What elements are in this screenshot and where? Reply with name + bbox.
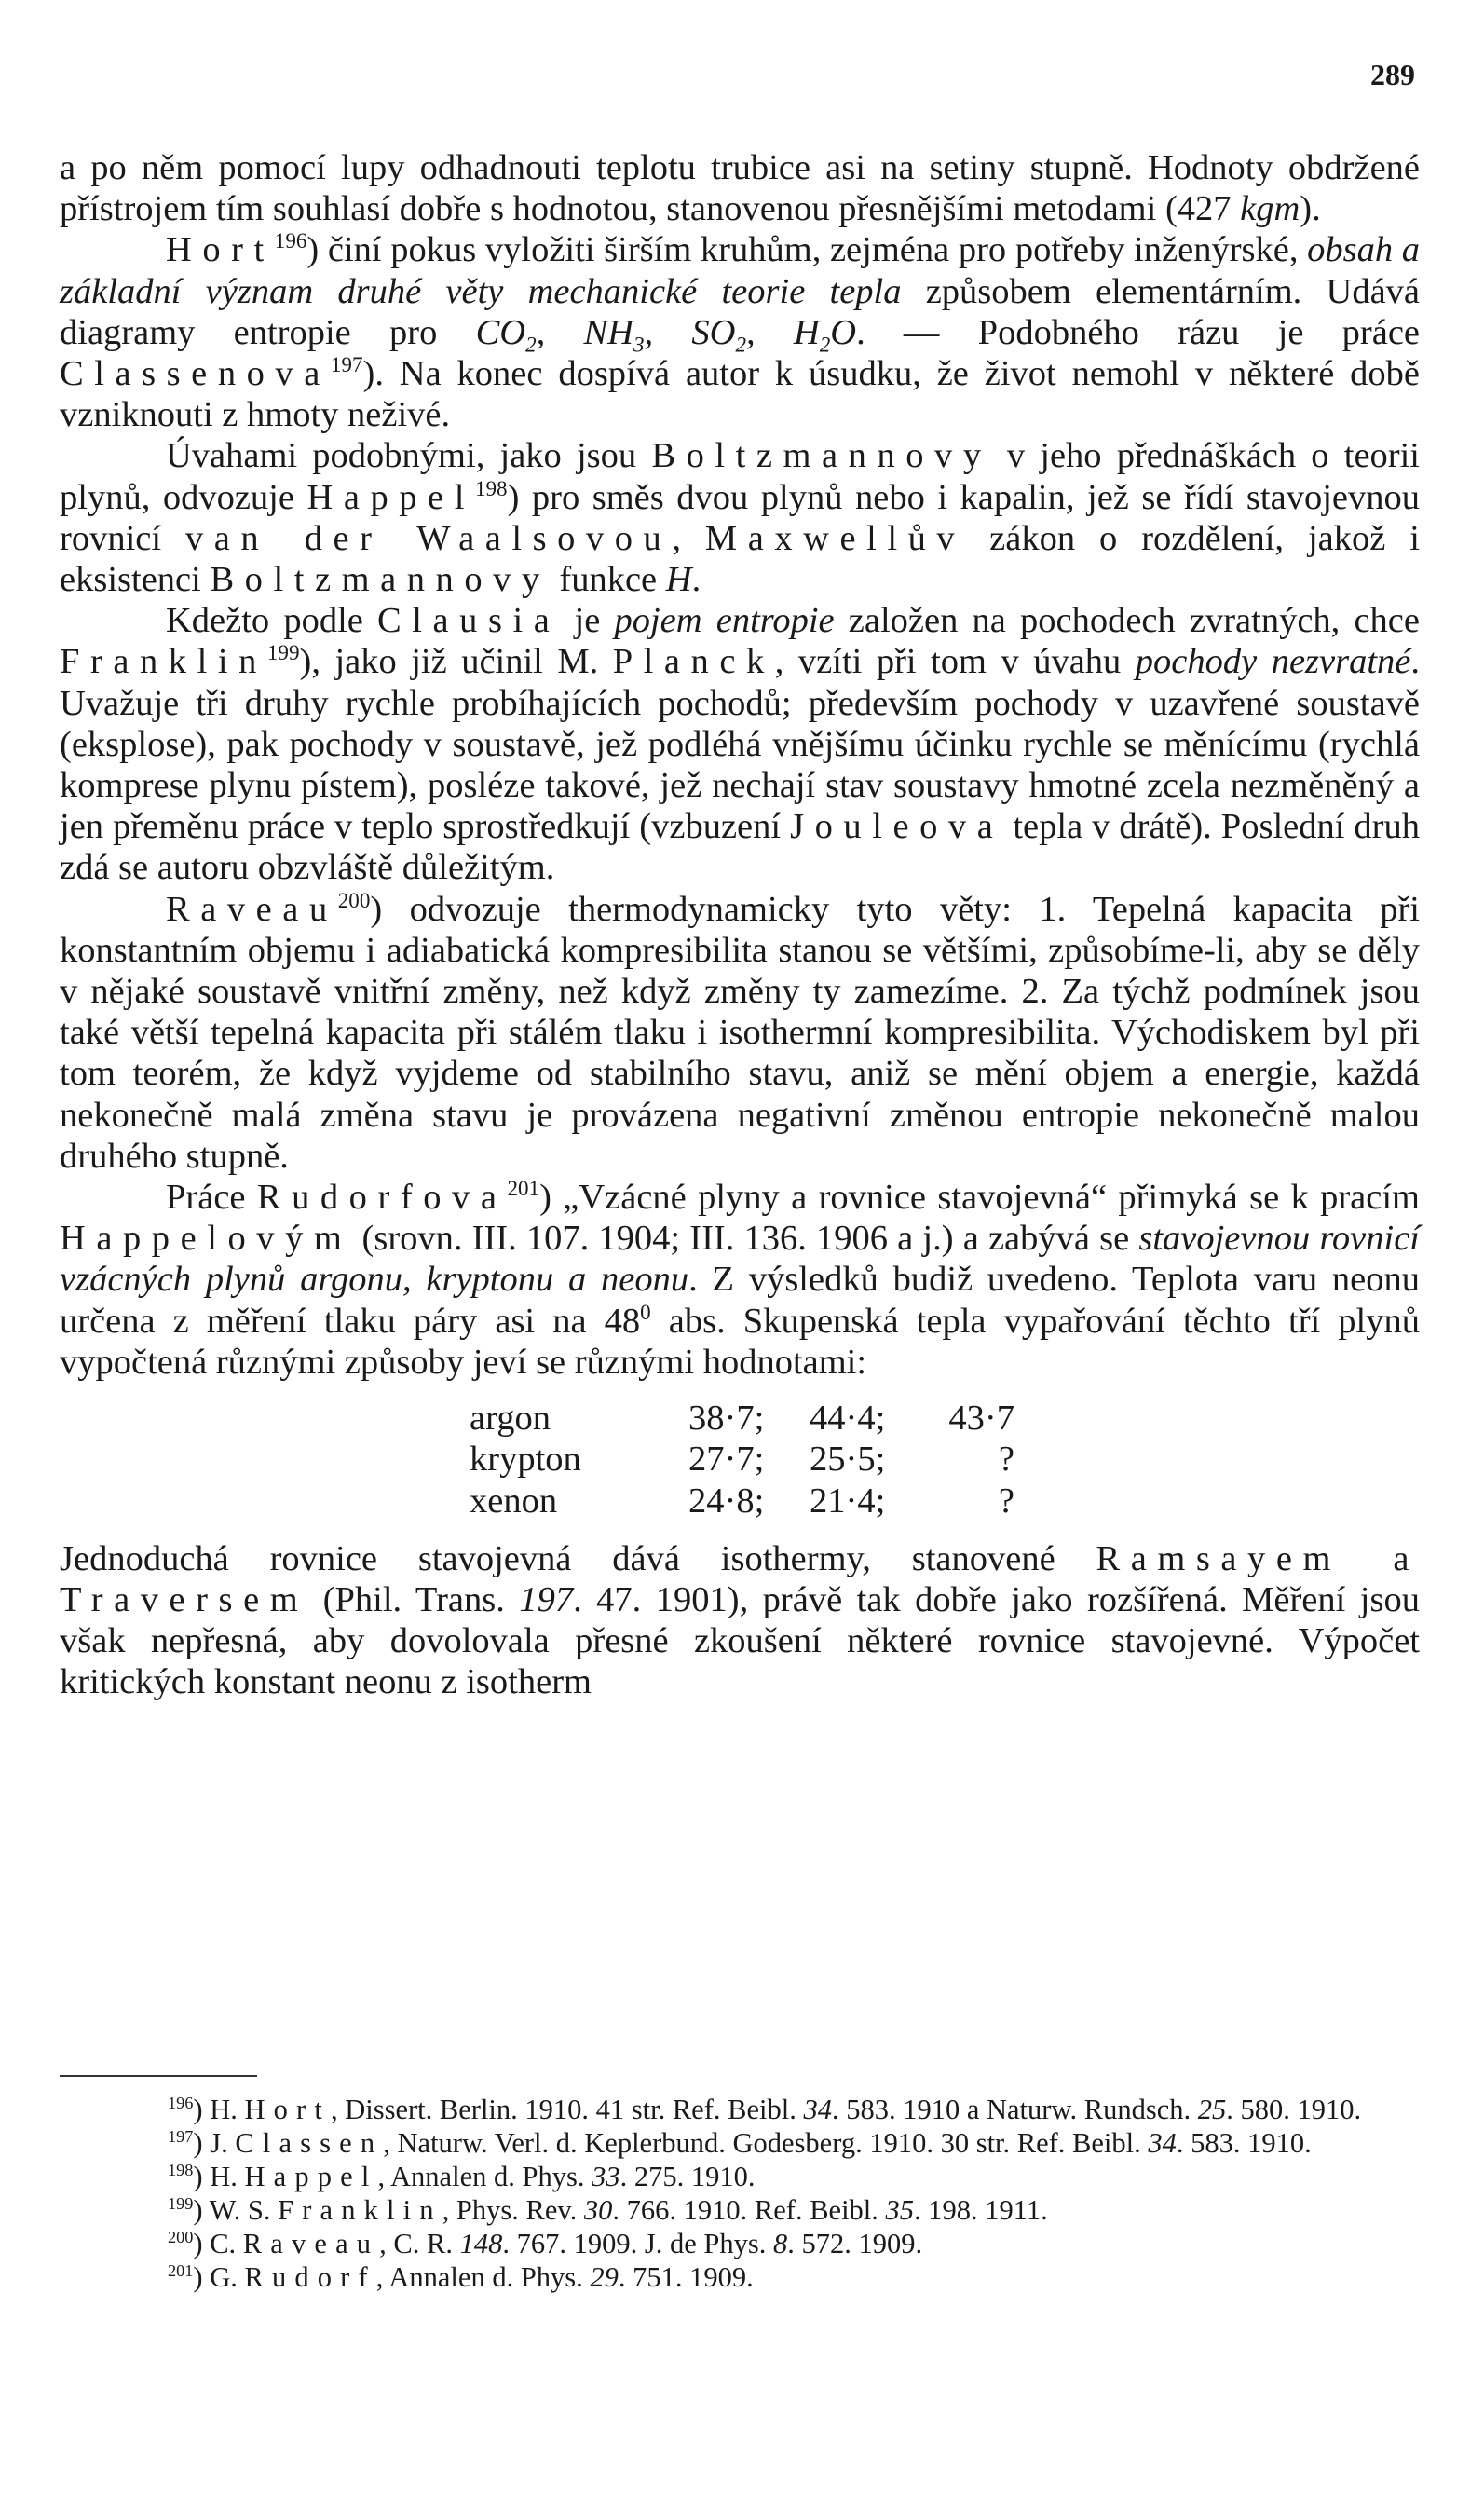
- footnote-text: , Annalen d. Phys.: [377, 2161, 592, 2192]
- value-1: 27·7;: [688, 1440, 765, 1480]
- value-2: 44·4;: [810, 1399, 886, 1439]
- volume-number: 29: [590, 2261, 619, 2293]
- footnote-text: ) H.: [193, 2161, 245, 2192]
- author-name: Maxwellův: [704, 518, 966, 558]
- volume-number: 35: [885, 2194, 915, 2226]
- paragraph-5: Raveau$^{200}$) odvozuje thermodynamicky tyto věty: 1. Tepelná kapacita při konstantním objemu i adiabatická kompresibilita stanou se většími, způsobíme-li, aby se děly v nějaké soustavě vnitřní změny, než když změny ty zamezíme. 2. Za týchž podmínek jsou také větší tepelná kapacita při stálém tlaku i isothermní kompresibilita. Východiskem byl při tom teorém, že když vyjdeme od stabilního stavu, aniž se mění objem a energie, každá nekonečně malá změna stavu je provázena negativní změnou entropie nekonečně malou druhého stupně.: [60, 887, 1420, 1176]
- volume-number: 8: [772, 2228, 788, 2259]
- author-name: Happelovým: [60, 1219, 353, 1259]
- value-3: ?: [998, 1440, 1014, 1480]
- volume-number: 25: [1197, 2094, 1227, 2125]
- table-row: [470, 1398, 1014, 1439]
- footnote-number: 198: [168, 2160, 194, 2179]
- footnote-text: . 572. 1909.: [787, 2228, 923, 2259]
- paragraph-1: a po něm pomocí lupy odhadnouti teplotu trubice asi na setiny stupně. Hodnoty obdržené přístrojem tím souhlasí dobře s hodnotou, stanovenou přesnějšími metodami (427 kgm).: [60, 148, 1420, 229]
- footnote-text: , Naturw. Verl. d. Keplerbund. Godesberg. 1910. 30 str. Ref. Beibl.: [383, 2127, 1149, 2159]
- footnote-number: 199: [168, 2193, 194, 2213]
- footnote-number: 196: [168, 2093, 194, 2112]
- footnote-separator: [60, 2075, 257, 2077]
- footnote: [60, 2160, 1420, 2193]
- author-name: Rudorf: [244, 2261, 376, 2293]
- author-name: Rudorfova: [256, 1178, 508, 1218]
- footnote-text: . 751. 1909.: [618, 2261, 754, 2293]
- footnotes: [60, 2093, 1420, 2294]
- value-3: ?: [998, 1481, 1014, 1521]
- gas-name: xenon: [470, 1481, 558, 1521]
- footnote-text: . 583. 1910 a Naturw. Rundsch.: [831, 2094, 1198, 2125]
- paragraph-6: Práce Rudorfova$^{201}$) „Vzácné plyny a rovnice stavojevná“ přimyká se k pracím Happelovým (srovn. III. 107. 1904; III. 136. 1906 a j.) a zabývá se stavojevnou rovnicí vzácných plynů argonu, kryptonu a neonu. Z výsledků budiž uvedeno. Teplota varu neonu určena z měření tlaku páry asi na $48^0$ abs. Skupenská tepla vypařování těchto tří plynů vypočtená různými způsoby jeví se různými hodnotami:: [60, 1176, 1421, 1382]
- paragraph-3: Úvahami podobnými, jako jsou Boltzmannovy v jeho přednáškách o teorii plynů, odvozuje Happel$^{198}$) pro směs dvou plynů nebo i kapalin, jež se řídí stavojevnou rovnicí van der Waalsovou, Maxwellův zákon o rozdělení, jakož i eksistenci Boltzmannovy funkce H.: [60, 436, 1420, 600]
- formula: $CO_2$, $NH_3$, $SO_2$, $H_2O$: [475, 312, 857, 357]
- footnote-text: . 583. 1910.: [1176, 2127, 1312, 2159]
- author-name: Clausia: [377, 601, 561, 641]
- footnote: [60, 2126, 1420, 2160]
- footnote-text: ) W. S.: [193, 2194, 279, 2226]
- footnote-text: . 580. 1910.: [1226, 2094, 1362, 2125]
- footnote-text: . 767. 1909. J. de Phys.: [502, 2228, 773, 2259]
- footnote-ref: 196: [274, 228, 307, 253]
- gas-name: argon: [470, 1399, 551, 1439]
- author-name: Hort: [244, 2094, 331, 2125]
- author-name: Raveau: [242, 2228, 380, 2259]
- paragraph-2: Hort$^{196}$) činí pokus vyložiti širším kruhům, zejména pro potřeby inženýrské, obsah a základní význam druhé věty mechanické teorie tepla způsobem elementárním. Udává diagramy entropie pro $CO_2$, $NH_3$, $SO_2$, $H_2O$. — Podobného rázu je práce Classenova$^{197}$). Na konec dospívá autor k úsudku, že život nemohl v některé době vzniknouti z hmoty neživé.: [60, 228, 1421, 435]
- volume-number: 34: [803, 2094, 832, 2125]
- footnote-text: ) G.: [193, 2261, 245, 2293]
- footnote-text: . 766. 1910. Ref. Beibl.: [612, 2194, 886, 2226]
- author-name: Hort: [166, 230, 275, 270]
- body-text: [60, 147, 1420, 1703]
- gas-name: krypton: [470, 1440, 581, 1480]
- value-2: 25·5;: [810, 1440, 886, 1480]
- author-name: Jouleova: [790, 807, 1004, 847]
- footnote-text: , Phys. Rev.: [442, 2194, 584, 2226]
- paragraph-7: Jednoduchá rovnice stavojevná dává isothermy, stanovené Ramsayem a Traversem (Phil. Trans. 197. 47. 1901), právě tak dobře jako rozšířená. Měření jsou však nepřesná, aby dovolovala přesné zkoušení některé rovnice stavojevné. Výpočet kritických konstant neonu z isotherm: [60, 1538, 1420, 1702]
- value-1: 24·8;: [688, 1481, 765, 1521]
- page-number: 289: [1370, 58, 1415, 91]
- volume-number: 33: [592, 2161, 620, 2192]
- paragraph-4: Kdežto podle Clausia je pojem entropie založen na pochodech zvratných, chce Franklin$^{199}$), jako již učinil M. Planck, vzíti při tom v úvahu pochody nezvratné. Uvažuje tři druhy rychle probíhajících pochodů; především pochody v uzavřené soustavě (eksplose), pak pochody v soustavě, jež podléhá vnějšímu účinku rychle se měnícímu (rychlá komprese plynu pístem), posléze takové, jež nechají stav soustavy hmotné zcela nezměněný a jen přeměnu práce v teplo sprostředkují (vzbuzení Jouleova tepla v drátě). Poslední druh zdá se autoru obzvláště důležitým.: [60, 601, 1420, 888]
- author-name: Happel: [244, 2161, 378, 2192]
- footnote-text: ) C.: [193, 2228, 243, 2259]
- value-1: 38·7;: [688, 1399, 765, 1439]
- footnote-ref: 201: [507, 1176, 540, 1201]
- footnote-text: . 275. 1910.: [619, 2161, 756, 2192]
- footnote-text: , Dissert. Berlin. 1910. 41 str. Ref. Beibl.: [331, 2094, 804, 2125]
- author-name: Franklin: [278, 2194, 442, 2226]
- footnote-number: 200: [168, 2227, 194, 2246]
- author-name: Classen: [235, 2127, 384, 2159]
- gas-table: [470, 1398, 1420, 1522]
- footnote-number: 201: [168, 2260, 194, 2280]
- author-name: Planck: [612, 642, 775, 682]
- author-name: Franklin: [60, 642, 267, 682]
- author-name: Boltzmannovy: [651, 436, 992, 476]
- footnote: [60, 2193, 1420, 2227]
- volume-number: 148: [459, 2228, 503, 2259]
- footnote-text: ) H.: [193, 2094, 245, 2125]
- volume-number: 34: [1148, 2127, 1177, 2159]
- table-row: [470, 1439, 1014, 1480]
- footnote-text: , C. R.: [379, 2228, 460, 2259]
- author-name: Raveau: [166, 889, 338, 929]
- table-row: [470, 1481, 1014, 1522]
- author-name: Ramsayem a Traversem: [60, 1538, 1420, 1619]
- footnote-ref: 200: [337, 887, 371, 912]
- author-name: Classenova: [60, 354, 331, 394]
- footnote: [60, 2227, 1420, 2260]
- footnote: [60, 2093, 1420, 2126]
- volume-number: 30: [583, 2194, 613, 2226]
- footnote-text: ) J.: [193, 2127, 236, 2159]
- value-3: 43·7: [948, 1399, 1014, 1439]
- footnote-number: 197: [168, 2126, 194, 2146]
- footnote-ref: 198: [474, 475, 508, 500]
- footnote-text: . 198. 1911.: [914, 2194, 1048, 2226]
- footnote-ref: 199: [266, 640, 300, 665]
- value-2: 21·4;: [810, 1481, 886, 1521]
- footnote: [60, 2260, 1420, 2294]
- author-name: van der Waalsovou: [184, 518, 673, 558]
- author-name: Boltzmannovy: [210, 560, 551, 600]
- footnote-text: , Annalen d. Phys.: [375, 2261, 591, 2293]
- footnote-ref: 197: [330, 352, 363, 377]
- author-name: Happel: [306, 477, 475, 517]
